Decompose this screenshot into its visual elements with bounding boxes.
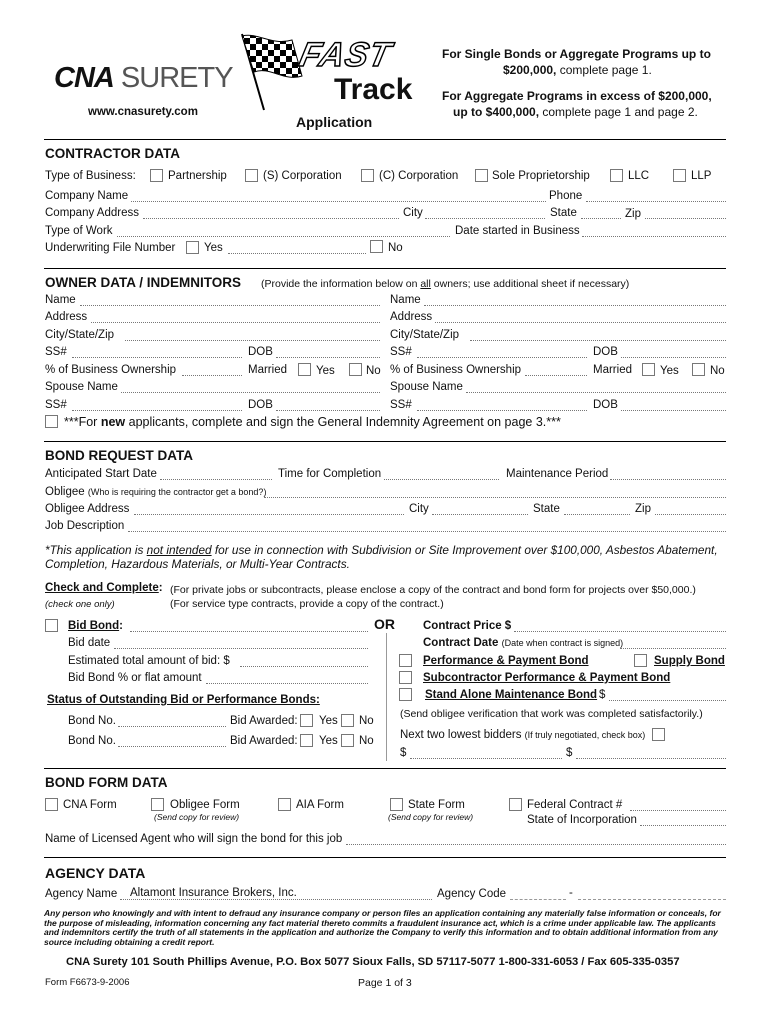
aggregate-line2: [453, 105, 698, 119]
bid-date-field[interactable]: [114, 648, 368, 649]
owner1-name-label: Name: [45, 294, 76, 306]
owner2-dob-label: DOB: [593, 346, 618, 358]
owner1-citystatezip-field[interactable]: [125, 340, 380, 341]
owner2-ss-label: SS#: [390, 346, 412, 358]
owner-note-pre: (Provide the information below on: [261, 278, 421, 290]
bid-awarded-2-no-label: No: [359, 735, 374, 747]
time-completion-label: Time for Completion: [278, 468, 382, 480]
aggregate-line1: For Aggregate Programs in excess of $200,000,: [442, 89, 712, 103]
fast-logo-text: FAST: [296, 36, 396, 74]
sole-proprietorship-checkbox[interactable]: [475, 169, 488, 182]
sole-proprietorship-label: Sole Proprietorship: [492, 170, 590, 182]
owner1-married-no-checkbox[interactable]: [349, 363, 362, 376]
owner1-spouse-dob-label: DOB: [248, 399, 273, 411]
bidder-2-field[interactable]: [576, 758, 726, 759]
obligee-city-field[interactable]: [432, 514, 528, 515]
bid-awarded-1-no-label: No: [359, 715, 374, 727]
obligee-address-label: Obligee Address: [45, 503, 130, 515]
company-address-field[interactable]: [143, 218, 399, 219]
new-applicant-post: applicants, complete and sign the General Indemnity Agreement on page 3.***: [125, 415, 561, 429]
owner1-address-field[interactable]: [91, 322, 380, 323]
bidder-2-dollar: $: [566, 747, 573, 759]
perf-payment-checkbox[interactable]: [399, 654, 412, 667]
check-complete-label: [45, 582, 163, 594]
bond-no-1-label: Bond No.: [68, 715, 116, 727]
underwriting-no-checkbox[interactable]: [370, 240, 383, 253]
header-divider: [44, 139, 726, 140]
owner1-married-yes-label: Yes: [316, 365, 335, 377]
owner1-ss-label: SS#: [45, 346, 67, 358]
owner2-spouse-dob-label: DOB: [593, 399, 618, 411]
owner2-married-yes-label: Yes: [660, 365, 679, 377]
licensed-agent-field[interactable]: [346, 844, 726, 845]
website-url: www.cnasurety.com: [88, 106, 198, 118]
subcontractor-label: Subcontractor Performance & Payment Bond: [423, 672, 671, 684]
contract-price-label: Contract Price $: [423, 620, 512, 632]
owner-divider: [44, 268, 726, 269]
time-completion-field[interactable]: [384, 479, 499, 480]
aggregate-amount: up to $400,000,: [453, 105, 540, 119]
disclaimer-line1: [45, 543, 718, 557]
underwriting-label: Underwriting File Number: [45, 242, 176, 254]
owner2-address-field[interactable]: [435, 322, 726, 323]
s-corporation-label: (S) Corporation: [263, 170, 342, 182]
single-bonds-rest: complete page 1.: [556, 63, 652, 77]
service-contracts-note: (For service type contracts, provide a copy of the contract.): [170, 598, 444, 610]
llc-label: LLC: [628, 170, 650, 182]
owner1-dob-label: DOB: [248, 346, 273, 358]
aia-form-checkbox[interactable]: [278, 798, 291, 811]
bond-no-2-label: Bond No.: [68, 735, 116, 747]
new-applicant-checkbox[interactable]: [45, 415, 58, 428]
owner2-married-no-label: No: [710, 365, 725, 377]
contract-date-text: Contract Date: [423, 637, 499, 649]
agency-divider: [44, 857, 726, 858]
owner1-ownership-field[interactable]: [182, 375, 242, 376]
page-number: Page 1 of 3: [358, 977, 412, 989]
status-outstanding-label: Status of Outstanding Bid or Performance Bonds:: [47, 694, 320, 706]
or-vertical-divider: [386, 633, 387, 761]
obligee-address-field[interactable]: [134, 514, 404, 515]
owner2-spouse-ss-label: SS#: [390, 399, 412, 411]
owner2-married-yes-checkbox[interactable]: [642, 363, 655, 376]
bid-awarded-2-label: Bid Awarded:: [230, 735, 298, 747]
job-description-field[interactable]: [128, 531, 726, 532]
obligee-note: (Who is requiring the contractor get a bond?): [87, 487, 267, 497]
type-of-work-field[interactable]: [117, 236, 450, 237]
licensed-agent-label: Name of Licensed Agent who will sign the bond for this job: [45, 833, 343, 845]
zip-label: Zip: [625, 208, 641, 220]
owner2-spouse-field[interactable]: [466, 392, 726, 393]
owner2-spouse-dob-field[interactable]: [621, 410, 726, 411]
negotiated-checkbox[interactable]: [652, 728, 665, 741]
owner1-spouse-ss-field[interactable]: [72, 410, 242, 411]
new-applicant-bold: new: [100, 415, 126, 429]
job-description-label: Job Description: [45, 520, 125, 532]
single-bonds-line2: [503, 63, 652, 77]
disclaimer-post: for use in connection with Subdivision or Site Improvement over $100,000, Asbestos Abatement,: [211, 543, 718, 557]
contract-date-label: [423, 637, 623, 649]
owner2-ss-field[interactable]: [417, 357, 587, 358]
llp-checkbox[interactable]: [673, 169, 686, 182]
agency-code-dash: -: [569, 887, 573, 899]
bid-awarded-2-yes-label: Yes: [319, 735, 338, 747]
state-form-label: State Form: [408, 799, 465, 811]
bond-no-2-field[interactable]: [118, 746, 226, 747]
owner2-address-label: Address: [390, 311, 433, 323]
owner1-married-label: Married: [248, 364, 287, 376]
s-corporation-checkbox[interactable]: [245, 169, 258, 182]
state-form-send-copy: (Send copy for review): [388, 812, 474, 822]
owner-section-title: OWNER DATA / INDEMNITORS: [45, 275, 241, 290]
bid-awarded-2-yes-checkbox[interactable]: [300, 734, 313, 747]
stand-alone-checkbox[interactable]: [399, 688, 412, 701]
obligee-form-label: Obligee Form: [170, 799, 240, 811]
owner2-dob-field[interactable]: [621, 357, 726, 358]
next-two-text: Next two lowest bidders: [400, 729, 522, 741]
start-date-field[interactable]: [160, 479, 272, 480]
contract-date-note: (Date when contract is signed): [501, 638, 624, 648]
owner1-married-no-label: No: [366, 365, 381, 377]
owner1-spouse-ss-label: SS#: [45, 399, 67, 411]
state-incorporation-field[interactable]: [640, 825, 726, 826]
obligee-form-checkbox[interactable]: [151, 798, 164, 811]
bid-awarded-1-yes-label: Yes: [319, 715, 338, 727]
owner2-name-label: Name: [390, 294, 421, 306]
check-complete-text: Check and Complete: [45, 582, 159, 594]
zip-field[interactable]: [645, 218, 726, 219]
bid-pct-label: Bid Bond % or flat amount: [68, 672, 202, 684]
next-two-label: [400, 729, 645, 741]
private-jobs-note: (For private jobs or subcontracts, please enclose a copy of the contract and bond form for projects over $50,000.): [170, 584, 696, 596]
c-corporation-checkbox[interactable]: [361, 169, 374, 182]
federal-contract-field[interactable]: [630, 810, 726, 811]
owner2-ownership-label: % of Business Ownership: [390, 364, 522, 376]
bid-bond-label: Bid Bond:: [68, 620, 123, 632]
aggregate-rest: complete page 1 and page 2.: [539, 105, 698, 119]
disclaimer-line2: Completion, Hazardous Materials, or Multi-Year Contracts.: [45, 557, 350, 571]
federal-contract-label: Federal Contract #: [527, 799, 623, 811]
bid-awarded-1-yes-checkbox[interactable]: [300, 714, 313, 727]
state-incorporation-label: State of Incorporation: [527, 814, 637, 826]
bidder-1-dollar: $: [400, 747, 407, 759]
owner2-citystatezip-field[interactable]: [470, 340, 726, 341]
owner2-citystatezip-label: City/State/Zip: [390, 329, 460, 341]
owner1-spouse-field[interactable]: [121, 392, 380, 393]
owner2-spouse-ss-field[interactable]: [417, 410, 587, 411]
bid-bond-text: Bid Bond: [68, 620, 120, 632]
subcontractor-checkbox[interactable]: [399, 671, 412, 684]
application-label: Application: [296, 114, 373, 130]
stand-alone-label: Stand Alone Maintenance Bond: [425, 689, 598, 701]
bid-date-label: Bid date: [68, 637, 111, 649]
form-number: Form F6673-9-2006: [45, 977, 130, 988]
bid-pct-field[interactable]: [206, 683, 368, 684]
owner1-citystatezip-label: City/State/Zip: [45, 329, 115, 341]
maintenance-label: Maintenance Period: [506, 468, 609, 480]
new-applicant-pre: ***For: [64, 415, 101, 429]
bid-awarded-1-label: Bid Awarded:: [230, 715, 298, 727]
obligee-state-label: State: [533, 503, 560, 515]
state-form-checkbox[interactable]: [390, 798, 403, 811]
obligee-field[interactable]: [264, 497, 726, 498]
owner-note-all: all: [420, 278, 431, 290]
bond-request-divider: [44, 441, 726, 442]
obligee-city-label: City: [409, 503, 429, 515]
type-of-work-label: Type of Work: [45, 225, 113, 237]
obligee-label-text: Obligee: [45, 486, 85, 498]
partnership-checkbox[interactable]: [150, 169, 163, 182]
new-applicant-note: [64, 415, 561, 429]
bid-awarded-1-no-checkbox[interactable]: [341, 714, 354, 727]
bond-request-section-title: BOND REQUEST DATA: [45, 448, 193, 463]
company-name-field[interactable]: [131, 201, 546, 202]
agency-code-label: Agency Code: [437, 888, 507, 900]
owner1-address-label: Address: [45, 311, 88, 323]
owner-note: [261, 278, 629, 290]
agency-name-value[interactable]: Altamont Insurance Brokers, Inc.: [130, 887, 297, 899]
owner2-married-label: Married: [593, 364, 632, 376]
agency-name-field[interactable]: [120, 899, 432, 900]
company-address-label: Company Address: [45, 207, 139, 219]
city-label: City: [403, 207, 423, 219]
underwriting-file-field[interactable]: [228, 253, 366, 254]
stand-alone-dollar: $: [599, 689, 606, 701]
aia-form-label: AIA Form: [296, 799, 344, 811]
footer-address: CNA Surety 101 South Phillips Avenue, P.O. Box 5077 Sioux Falls, SD 57117-5077 1-800-331-6053 / Fax 605-335-0357: [66, 956, 680, 968]
bond-form-section-title: BOND FORM DATA: [45, 775, 168, 790]
start-date-label: Anticipated Start Date: [45, 468, 157, 480]
agency-section-title: AGENCY DATA: [45, 865, 146, 881]
underwriting-yes-label: Yes: [204, 242, 223, 254]
cna-form-checkbox[interactable]: [45, 798, 58, 811]
bond-form-divider: [44, 768, 726, 769]
contract-price-field[interactable]: [514, 631, 726, 632]
maintenance-field[interactable]: [610, 479, 726, 480]
track-logo-text: Track: [334, 73, 413, 106]
underwriting-no-label: No: [388, 242, 403, 254]
agency-name-label: Agency Name: [45, 888, 118, 900]
partnership-label: Partnership: [168, 170, 227, 182]
obligee-state-field[interactable]: [564, 514, 630, 515]
c-corporation-label: (C) Corporation: [379, 170, 459, 182]
cna-logo: [54, 62, 233, 95]
single-bonds-amount: $200,000,: [503, 63, 557, 77]
check-complete-colon: :: [158, 582, 163, 594]
check-one-only: (check one only): [45, 599, 115, 610]
bid-awarded-2-no-checkbox[interactable]: [341, 734, 354, 747]
supply-bond-checkbox[interactable]: [634, 654, 647, 667]
owner1-ss-field[interactable]: [72, 357, 242, 358]
or-label: OR: [374, 616, 395, 632]
estimated-total-label: Estimated total amount of bid: $: [68, 655, 230, 667]
obligee-zip-label: Zip: [635, 503, 651, 515]
estimated-total-field[interactable]: [240, 666, 368, 667]
contractor-section-title: CONTRACTOR DATA: [45, 146, 180, 161]
owner1-spouse-dob-field[interactable]: [276, 410, 380, 411]
phone-label: Phone: [549, 190, 583, 202]
city-field[interactable]: [425, 218, 545, 219]
owner1-spouse-label: Spouse Name: [45, 381, 118, 393]
state-label: State: [550, 207, 577, 219]
owner2-spouse-label: Spouse Name: [390, 381, 463, 393]
bid-bond-checkbox[interactable]: [45, 619, 58, 632]
send-obligee-note: (Send obligee verification that work was completed satisfactorily.): [400, 708, 703, 720]
date-started-field[interactable]: [582, 236, 726, 237]
owner2-married-no-checkbox[interactable]: [692, 363, 705, 376]
disclaimer-not-intended: not intended: [146, 543, 212, 557]
cna-logo-text: CNA: [54, 62, 114, 94]
obligee-form-send-copy: (Send copy for review): [154, 812, 240, 822]
fraud-disclaimer: Any person who knowingly and with intent to defraud any insurance company or person files an application containing any materially false information or conceals, for the purpose of misleading, information concerning any fact material thereto commits a fraudulent insurance act, which is a crime under applicable law. The applicants and indemnitors certify the truth of all statements in the application and authorize the Company to verify this information and to obtain additional information from any source including obtaining a credit report.: [44, 908, 721, 947]
agency-code-field-1[interactable]: [510, 899, 566, 900]
owner2-name-field[interactable]: [424, 305, 726, 306]
contract-date-field[interactable]: [620, 648, 726, 649]
disclaimer-pre: *This application is: [45, 543, 147, 557]
cna-form-label: CNA Form: [63, 799, 117, 811]
perf-payment-label: Performance & Payment Bond: [423, 655, 589, 667]
surety-logo-text: SURETY: [120, 62, 233, 94]
llc-checkbox[interactable]: [610, 169, 623, 182]
bidder-1-field[interactable]: [410, 758, 562, 759]
obligee-label: [45, 486, 266, 498]
next-two-note: (If truly negotiated, check box): [524, 730, 646, 740]
state-field[interactable]: [581, 218, 621, 219]
owner1-name-field[interactable]: [80, 305, 380, 306]
bond-no-1-field[interactable]: [118, 726, 226, 727]
bid-bond-field[interactable]: [130, 631, 368, 632]
stand-alone-amount-field[interactable]: [609, 700, 726, 701]
llp-label: LLP: [691, 170, 712, 182]
agency-code-field-2[interactable]: [578, 899, 726, 900]
company-name-label: Company Name: [45, 190, 129, 202]
federal-contract-checkbox[interactable]: [509, 798, 522, 811]
obligee-zip-field[interactable]: [655, 514, 726, 515]
underwriting-yes-checkbox[interactable]: [186, 241, 199, 254]
owner2-ownership-field[interactable]: [525, 375, 587, 376]
supply-bond-label: Supply Bond: [654, 655, 725, 667]
type-of-business-label: Type of Business:: [45, 170, 136, 182]
date-started-label: Date started in Business: [455, 225, 580, 237]
owner-note-post: owners; use additional sheet if necessary): [430, 278, 630, 290]
single-bonds-line1: For Single Bonds or Aggregate Programs up to: [442, 47, 711, 61]
owner1-dob-field[interactable]: [276, 357, 380, 358]
phone-field[interactable]: [586, 201, 726, 202]
owner1-married-yes-checkbox[interactable]: [298, 363, 311, 376]
owner1-ownership-label: % of Business Ownership: [45, 364, 177, 376]
